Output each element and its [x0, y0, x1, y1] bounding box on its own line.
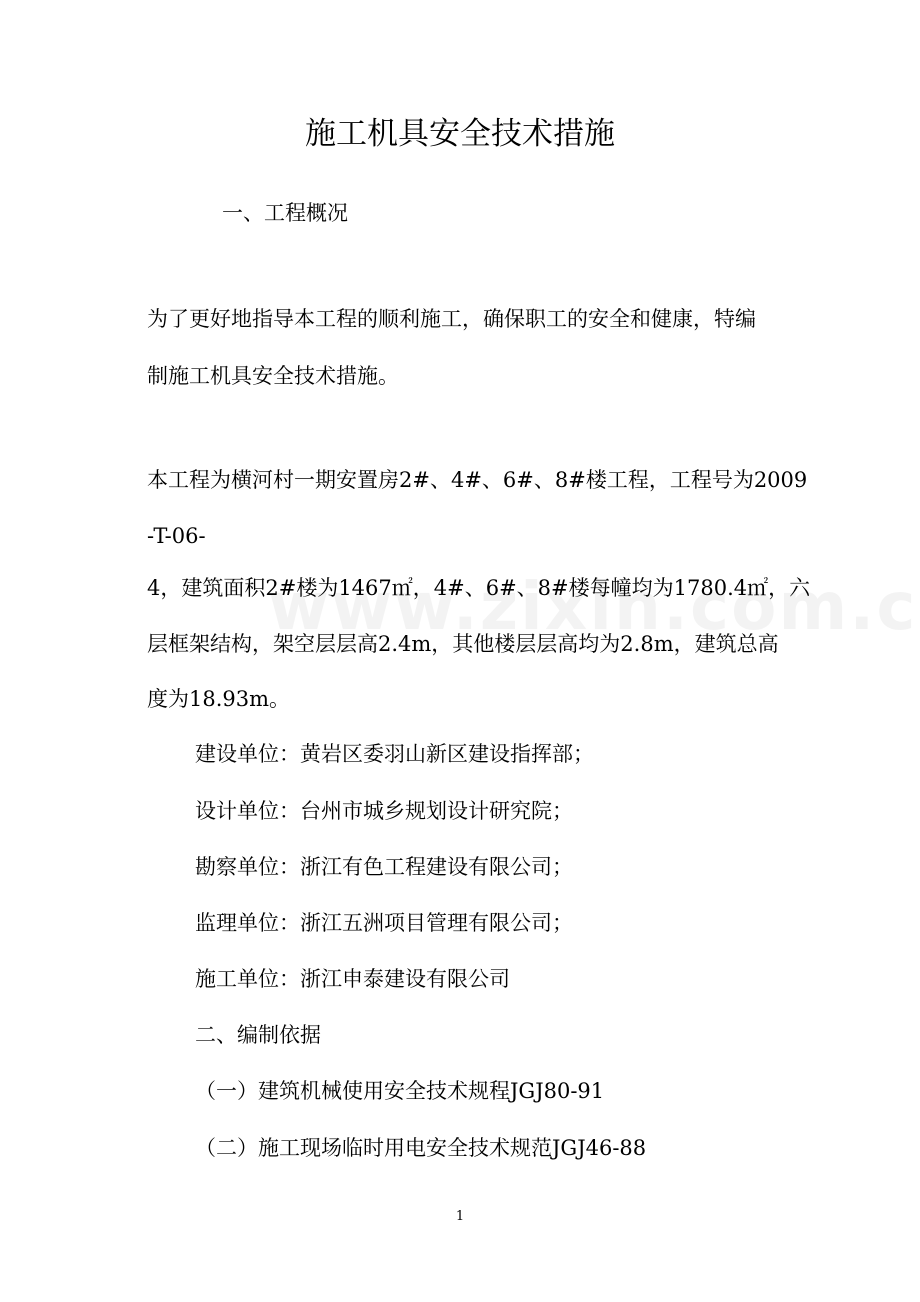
- document-title: 施工机具安全技术措施: [305, 116, 615, 152]
- paragraph-line: 4，建筑面积2#楼为1467㎡，4#、6#、8#楼每幢均为1780.4㎡，六: [147, 576, 811, 600]
- paragraph-line: 本工程为横河村一期安置房2#、4#、6#、8#楼工程，工程号为2009: [147, 468, 808, 492]
- paragraph-line: 制施工机具安全技术措施。: [147, 364, 399, 388]
- section-heading-basis: 二、编制依据: [195, 1023, 321, 1047]
- basis-item: （一）建筑机械使用安全技术规程JGJ80-91: [195, 1079, 605, 1103]
- paragraph-line: 为了更好地指导本工程的顺利施工，确保职工的安全和健康，特编: [147, 307, 756, 331]
- unit-line-construction: 建设单位：黄岩区委羽山新区建设指挥部；: [195, 742, 594, 766]
- section-heading-overview: 一、工程概况: [222, 201, 348, 225]
- unit-line-contractor: 施工单位：浙江申泰建设有限公司: [195, 967, 510, 991]
- unit-line-supervision: 监理单位：浙江五洲项目管理有限公司；: [195, 911, 573, 935]
- page-number: 1: [455, 1209, 465, 1224]
- unit-line-survey: 勘察单位：浙江有色工程建设有限公司；: [195, 855, 573, 879]
- paragraph-line: 度为18.93m。: [147, 687, 291, 711]
- paragraph-line: 层框架结构，架空层层高2.4m，其他楼层层高均为2.8m，建筑总高: [147, 632, 779, 656]
- unit-line-design: 设计单位：台州市城乡规划设计研究院；: [195, 799, 573, 823]
- paragraph-line: -T-06-: [147, 524, 206, 548]
- basis-item: （二）施工现场临时用电安全技术规范JGJ46-88: [195, 1136, 647, 1160]
